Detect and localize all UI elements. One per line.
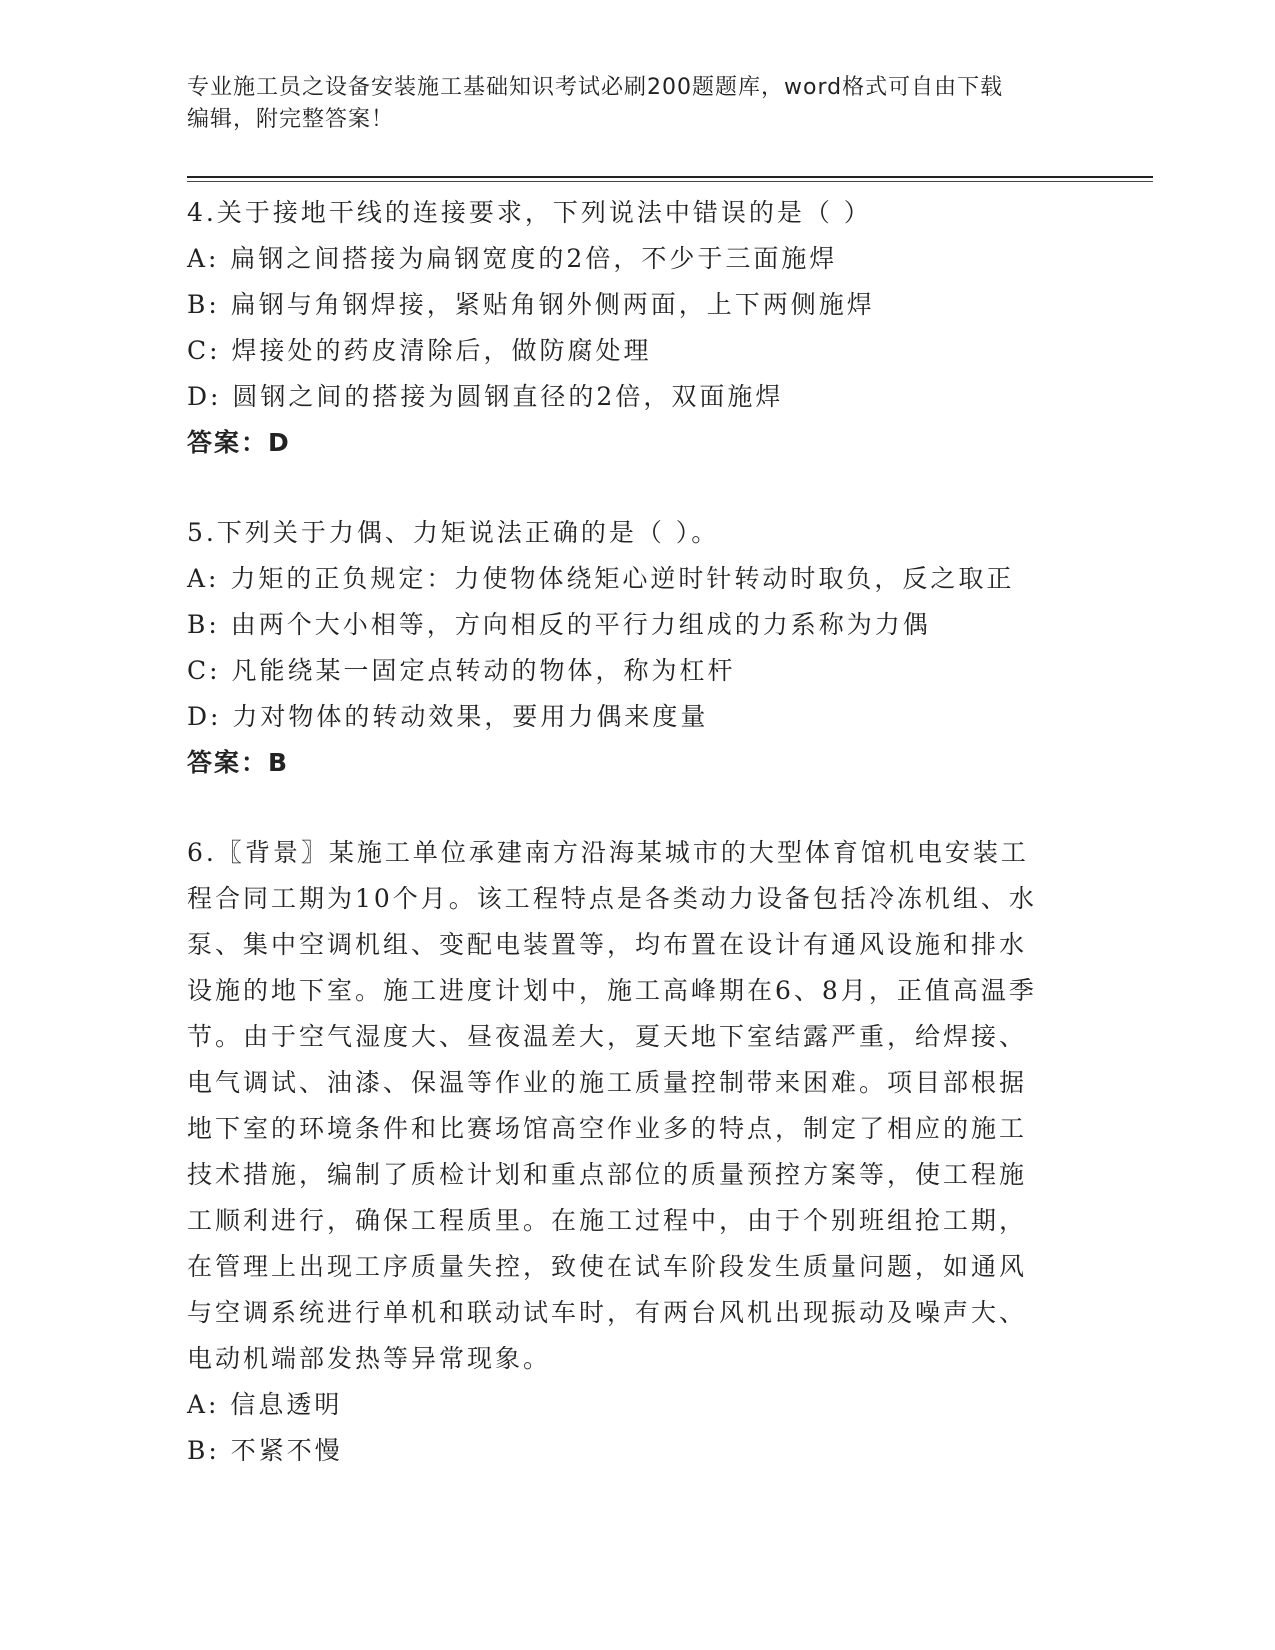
question-stem-line: 在管理上出现工序质量失控，致使在试车阶段发生质量问题，如通风 bbox=[187, 1252, 1028, 1281]
header-title-line-2: 编辑，附完整答案！ bbox=[187, 107, 395, 132]
option-a: A: 力矩的正负规定：力使物体绕矩心逆时针转动时取负，反之取正 bbox=[187, 564, 1015, 593]
question-stem-line: 设施的地下室。施工进度计划中，施工高峰期在6、8月，正值高温季 bbox=[187, 976, 1037, 1005]
question-5 bbox=[187, 510, 1087, 786]
option-c: C: 凡能绕某一固定点转动的物体，称为杠杆 bbox=[187, 656, 736, 685]
question-4 bbox=[187, 190, 1087, 466]
header-divider bbox=[187, 176, 1153, 178]
option-b: B: 由两个大小相等，方向相反的平行力组成的力系称为力偶 bbox=[187, 610, 931, 639]
question-stem-line: 工顺利进行，确保工程质里。在施工过程中，由于个别班组抢工期， bbox=[187, 1206, 1028, 1235]
question-6 bbox=[187, 830, 1087, 1474]
option-c: C: 焊接处的药皮清除后，做防腐处理 bbox=[187, 336, 652, 365]
question-stem-line: 地下室的环境条件和比赛场馆高空作业多的特点，制定了相应的施工 bbox=[187, 1114, 1028, 1143]
question-spacer bbox=[187, 786, 1087, 830]
option-b: B: 不紧不慢 bbox=[187, 1436, 343, 1465]
document-header bbox=[187, 72, 1067, 136]
question-stem-line: 技术措施，编制了质检计划和重点部位的质量预控方案等，使工程施 bbox=[187, 1160, 1028, 1189]
question-list bbox=[187, 190, 1087, 1474]
header-divider-thin bbox=[187, 181, 1153, 182]
answer-text: 答案：D bbox=[187, 428, 291, 457]
option-d: D: 圆钢之间的搭接为圆钢直径的2倍，双面施焊 bbox=[187, 382, 784, 411]
answer-text: 答案：B bbox=[187, 748, 290, 777]
question-stem-line: 节。由于空气湿度大、昼夜温差大，夏天地下室结露严重，给焊接、 bbox=[187, 1022, 1028, 1051]
option-a: A: 扁钢之间搭接为扁钢宽度的2倍，不少于三面施焊 bbox=[187, 244, 838, 273]
header-title-line-1: 专业施工员之设备安装施工基础知识考试必刷200题题库，word格式可自由下载 bbox=[187, 75, 1004, 100]
question-stem-line: 电动机端部发热等异常现象。 bbox=[187, 1344, 552, 1373]
question-stem: 4.关于接地干线的连接要求，下列说法中错误的是（ ） bbox=[187, 198, 872, 227]
option-b: B: 扁钢与角钢焊接，紧贴角钢外侧两面，上下两侧施焊 bbox=[187, 290, 875, 319]
option-a: A: 信息透明 bbox=[187, 1390, 343, 1419]
question-stem-line: 电气调试、油漆、保温等作业的施工质量控制带来困难。项目部根据 bbox=[187, 1068, 1028, 1097]
question-spacer bbox=[187, 466, 1087, 510]
question-stem-line: 程合同工期为10个月。该工程特点是各类动力设备包括冷冻机组、水 bbox=[187, 884, 1037, 913]
question-stem: 5.下列关于力偶、力矩说法正确的是（ ）。 bbox=[187, 518, 720, 547]
question-stem-line: 泵、集中空调机组、变配电装置等，均布置在设计有通风设施和排水 bbox=[187, 930, 1028, 959]
question-stem-line: 与空调系统进行单机和联动试车时，有两台风机出现振动及噪声大、 bbox=[187, 1298, 1028, 1327]
option-d: D: 力对物体的转动效果，要用力偶来度量 bbox=[187, 702, 709, 731]
question-stem-line: 6.〖背景〗某施工单位承建南方沿海某城市的大型体育馆机电安装工 bbox=[187, 838, 1029, 867]
